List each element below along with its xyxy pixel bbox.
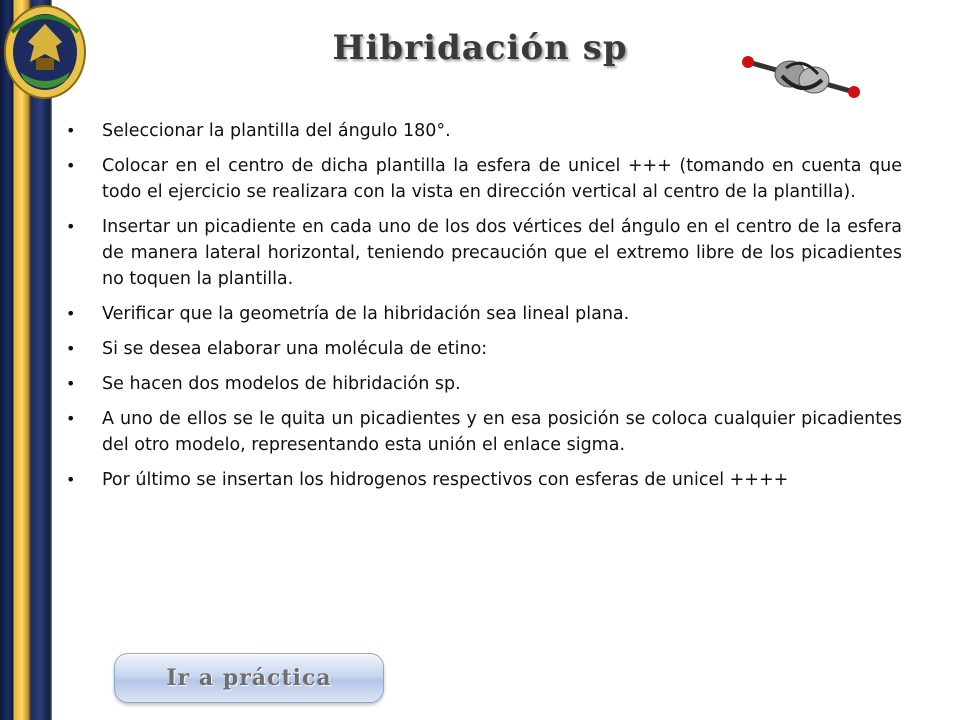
list-item: • A uno de ellos se le quita un picadientes y en esa posición se coloca cualquier picadientes del otro modelo, representando esta unión el enlace sigma. [66,406,902,458]
sp-molecule-icon [738,50,868,105]
instruction-list [66,118,902,502]
list-item: • Si se desea elaborar una molécula de etino: [66,336,902,362]
left-decorative-band [0,0,52,720]
practice-button-label: Ir a práctica [166,665,332,691]
list-item: • Se hacen dos modelos de hibridación sp. [66,371,902,397]
list-item: • Verificar que la geometría de la hibridación sea lineal plana. [66,301,902,327]
list-item: • Seleccionar la plantilla del ángulo 180°. [66,118,902,144]
list-item: • Colocar en el centro de dicha plantilla la esfera de unicel +++ (tomando en cuenta que todo el ejercicio se realizara con la vista en dirección vertical al centro de la plantilla). [66,153,902,205]
list-item: • Por último se insertan los hidrogenos respectivos con esferas de unicel ++++ [66,467,902,493]
slide-title: Hibridación sp [332,28,628,68]
go-to-practice-button[interactable] [114,653,384,703]
list-item: • Insertar un picadiente en cada uno de los dos vértices del ángulo en el centro de la esfera de manera lateral horizontal, teniendo precaución que el extremo libre de los picadientes no toquen la plantilla. [66,214,902,292]
